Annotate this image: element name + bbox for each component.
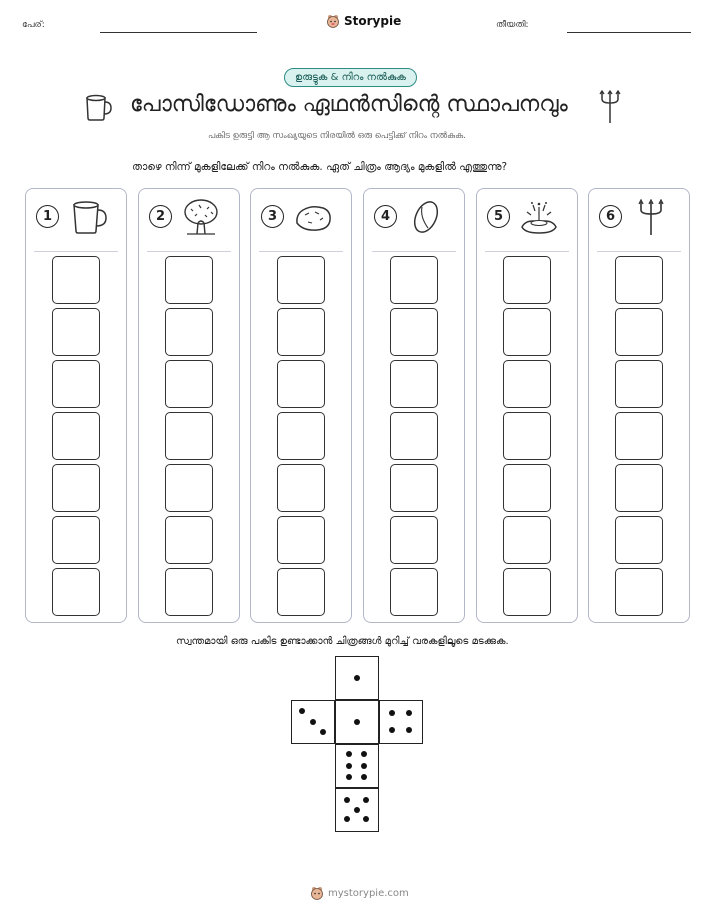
- footer-url[interactable]: mystorypie.com: [328, 887, 409, 899]
- die-pip: [406, 727, 412, 733]
- page-title: പോസിഡോണും ഏഥൻസിന്റെ സ്ഥാപനവും: [130, 92, 568, 117]
- column-divider: [147, 251, 231, 252]
- color-box[interactable]: [277, 256, 325, 304]
- column-divider: [485, 251, 569, 252]
- color-box[interactable]: [615, 516, 663, 564]
- spring-icon: [519, 199, 559, 235]
- brand-name: Storypie: [344, 14, 402, 28]
- color-box[interactable]: [390, 360, 438, 408]
- column-number: 5: [487, 205, 510, 228]
- color-box[interactable]: [503, 412, 551, 460]
- cup-icon: [68, 199, 108, 235]
- column-divider: [34, 251, 118, 252]
- die-pip: [346, 751, 352, 757]
- die-face-1: [335, 700, 379, 744]
- brand-logo: [326, 14, 401, 28]
- column-1: [25, 188, 127, 623]
- column-number: 2: [149, 205, 172, 228]
- die-pip: [320, 729, 326, 735]
- column-header: [364, 199, 464, 239]
- cup-icon: [84, 92, 112, 122]
- color-box[interactable]: [165, 412, 213, 460]
- die-face-4: [379, 700, 423, 744]
- color-box[interactable]: [277, 464, 325, 512]
- activity-badge: ഉരുട്ടുക & നിറം നൽകുക: [284, 68, 417, 87]
- die-pip: [406, 710, 412, 716]
- color-box[interactable]: [503, 568, 551, 616]
- color-box[interactable]: [52, 516, 100, 564]
- column-header: [589, 199, 689, 239]
- color-box[interactable]: [390, 516, 438, 564]
- die-pip: [361, 774, 367, 780]
- color-box[interactable]: [390, 308, 438, 356]
- name-line[interactable]: [100, 32, 257, 33]
- column-number: 3: [261, 205, 284, 228]
- die-face-5: [335, 788, 379, 832]
- color-box[interactable]: [503, 516, 551, 564]
- column-header: [26, 199, 126, 239]
- die-pip: [363, 797, 369, 803]
- color-box[interactable]: [390, 412, 438, 460]
- date-label: തീയതി:: [496, 20, 529, 30]
- color-box[interactable]: [277, 568, 325, 616]
- color-box[interactable]: [615, 256, 663, 304]
- color-box[interactable]: [615, 412, 663, 460]
- color-box[interactable]: [503, 464, 551, 512]
- color-box[interactable]: [165, 464, 213, 512]
- color-box[interactable]: [615, 464, 663, 512]
- die-pip: [361, 763, 367, 769]
- color-box[interactable]: [615, 360, 663, 408]
- die-pip: [389, 727, 395, 733]
- subtitle: പകിട ഉരുട്ടി ആ സംഖ്യയുടെ നിരയിൽ ഒരു പെട്ടിക്ക് നിറം നൽകുക.: [208, 131, 466, 141]
- olive-tree-icon: [181, 199, 221, 235]
- die-pip: [344, 816, 350, 822]
- color-box[interactable]: [165, 256, 213, 304]
- die-pip: [361, 751, 367, 757]
- die-face-3: [291, 700, 335, 744]
- color-box[interactable]: [277, 360, 325, 408]
- color-box[interactable]: [52, 412, 100, 460]
- column-number: 4: [374, 205, 397, 228]
- column-4: [363, 188, 465, 623]
- mascot-icon: [310, 886, 324, 900]
- color-box[interactable]: [503, 256, 551, 304]
- footer: [310, 886, 409, 900]
- date-line[interactable]: [567, 32, 691, 33]
- rock-icon: [293, 199, 333, 235]
- color-box[interactable]: [52, 464, 100, 512]
- column-2: [138, 188, 240, 623]
- column-header: [139, 199, 239, 239]
- trident-icon: [598, 90, 622, 124]
- color-box[interactable]: [503, 308, 551, 356]
- die-net: [291, 656, 425, 836]
- die-pip: [354, 719, 360, 725]
- die-pip: [363, 816, 369, 822]
- die-pip: [299, 708, 305, 714]
- die-instruction: സ്വന്തമായി ഒരു പകിട ഉണ്ടാക്കാൻ ചിത്രങ്ങൾ മുറിച്ച് വരകളിലൂടെ മടക്കുക.: [176, 636, 509, 647]
- color-box[interactable]: [277, 516, 325, 564]
- color-box[interactable]: [52, 308, 100, 356]
- die-pip: [389, 710, 395, 716]
- olive-icon: [406, 199, 446, 235]
- mascot-icon: [326, 14, 340, 28]
- column-divider: [259, 251, 343, 252]
- color-box[interactable]: [165, 308, 213, 356]
- color-box[interactable]: [615, 568, 663, 616]
- instruction-text: താഴെ നിന്ന് മുകളിലേക്ക് നിറം നൽകുക. ഏത് ചിത്രം ആദ്യം മുകളിൽ എത്തുന്നു?: [132, 161, 508, 173]
- color-box[interactable]: [390, 464, 438, 512]
- color-box[interactable]: [165, 568, 213, 616]
- column-6: [588, 188, 690, 623]
- column-3: [250, 188, 352, 623]
- column-header: [251, 199, 351, 239]
- name-label: പേര്:: [22, 20, 45, 30]
- color-box[interactable]: [390, 568, 438, 616]
- die-pip: [354, 807, 360, 813]
- die-face-1: [335, 656, 379, 700]
- color-box[interactable]: [390, 256, 438, 304]
- die-face-6: [335, 744, 379, 788]
- color-box[interactable]: [277, 308, 325, 356]
- column-number: 1: [36, 205, 59, 228]
- die-pip: [346, 763, 352, 769]
- column-5: [476, 188, 578, 623]
- color-box[interactable]: [503, 360, 551, 408]
- die-pip: [344, 797, 350, 803]
- column-divider: [597, 251, 681, 252]
- column-header: [477, 199, 577, 239]
- color-box[interactable]: [615, 308, 663, 356]
- color-box[interactable]: [52, 256, 100, 304]
- die-pip: [354, 675, 360, 681]
- color-box[interactable]: [52, 568, 100, 616]
- color-box[interactable]: [165, 516, 213, 564]
- trident-icon: [631, 199, 671, 235]
- column-divider: [372, 251, 456, 252]
- color-box[interactable]: [52, 360, 100, 408]
- color-box[interactable]: [165, 360, 213, 408]
- die-pip: [346, 774, 352, 780]
- column-number: 6: [599, 205, 622, 228]
- die-pip: [310, 719, 316, 725]
- color-box[interactable]: [277, 412, 325, 460]
